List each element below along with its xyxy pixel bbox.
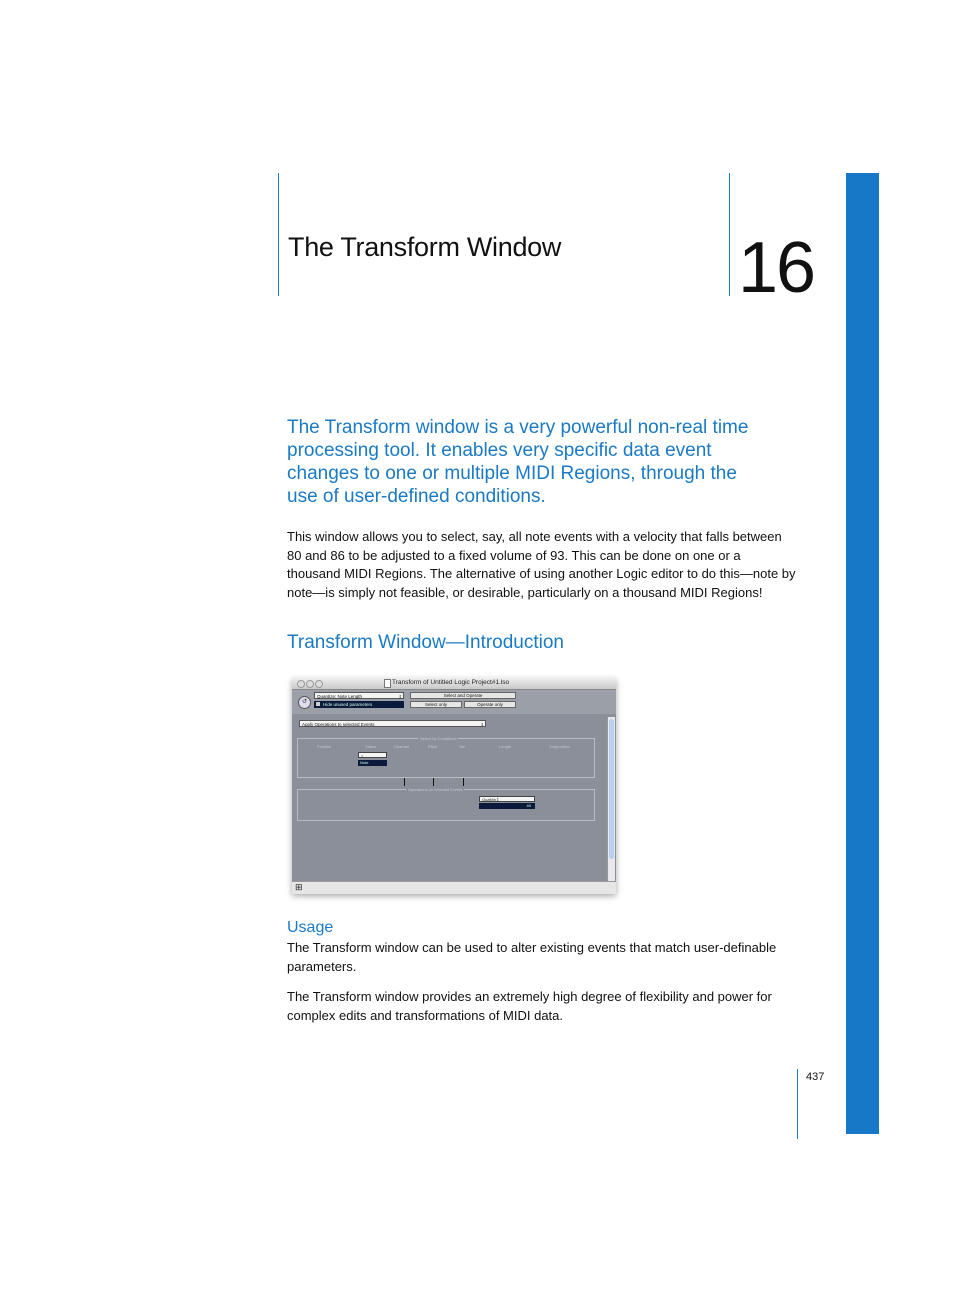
status-value-field: Note (358, 760, 387, 766)
page-number-rule (797, 1069, 798, 1139)
mode-popup-label: Apply Operations to selected Events (302, 722, 375, 727)
close-icon (297, 680, 305, 688)
preset-popup (314, 692, 404, 699)
chapter-number: 16 (738, 228, 815, 308)
subsection-heading: Usage (287, 919, 334, 936)
checkbox-icon (316, 702, 320, 706)
document-icon (384, 679, 391, 688)
chapter-tab-bar (846, 173, 879, 1134)
vertical-scrollbar (607, 717, 615, 881)
window-bottom-bar (292, 881, 616, 894)
body-paragraph-3: The Transform window provides an extremely high degree of flexibility and power for complex edits and transformations of MIDI data. (287, 989, 772, 1023)
operations-group (297, 789, 595, 821)
transform-icon: ↺ (298, 696, 311, 709)
transform-toolbar (292, 690, 616, 714)
section-heading: Transform Window—Introduction (287, 632, 565, 653)
operate-only-button: Operate only (464, 701, 516, 708)
title-rule-left (278, 173, 279, 296)
connector-tick (404, 778, 405, 786)
scroll-thumb (609, 719, 614, 859)
hide-unused-label: Hide unused parameters (323, 702, 373, 707)
column-pitch: Pitch (428, 744, 437, 749)
chapter-title: The Transform Window (288, 232, 562, 262)
preset-popup-label: Quantize: Note Length (317, 694, 363, 699)
intro-paragraph: The Transform window is a very powerful non-real time processing tool. It enables very specific data event changes to one or multiple MIDI Regions, through the use of user-defined conditions. (287, 417, 749, 507)
connector-tick (463, 778, 464, 786)
select-only-button: Select only (410, 701, 462, 708)
column-subposition: Subposition (549, 744, 570, 749)
column-vel: Vel (459, 744, 465, 749)
page-number: 437 (806, 1071, 825, 1083)
column-position: Position (317, 744, 332, 749)
column-channel: Channel (394, 744, 409, 749)
status-condition-popup: = (358, 752, 387, 758)
length-operation-popup (479, 796, 535, 802)
hide-unused-checkbox (314, 701, 404, 708)
body-paragraph-1: This window allows you to select, say, all note events with a velocity that falls between 80 and 86 to be adjusted to a fixed volume of 93. This can be done on one or a thousand MIDI Regions. The alternative of using another Logic editor to do this—note by note—is simply not feasible, or desirable, particularly on a thousand MIDI Regions! (287, 529, 796, 601)
title-rule-right (729, 173, 730, 296)
length-value-label: 40 (526, 803, 531, 808)
connector-tick (433, 778, 434, 786)
length-value-field (479, 803, 535, 809)
length-operation-label: QuaMin (482, 797, 497, 802)
column-status: Status (365, 744, 377, 749)
operations-label: Operations on selected Events (408, 787, 463, 792)
body-paragraph-2: The Transform window can be used to alter existing events that match user-definable parameters. (287, 940, 777, 974)
transform-window-screenshot (292, 677, 616, 893)
popup-arrow-icon: ⇕ (496, 797, 500, 802)
window-titlebar (292, 677, 616, 690)
minimize-icon (306, 680, 314, 688)
mode-popup (299, 720, 486, 727)
add-icon: ⊞ (295, 882, 303, 892)
zoom-icon (315, 680, 323, 688)
window-title: Transform of Untitled Logic Project#1.lso (392, 679, 510, 686)
select-and-operate-button: Select and Operate (410, 692, 516, 699)
column-length: Length (499, 744, 512, 749)
popup-arrow-icon: ⇕ (480, 722, 484, 727)
conditions-label: Select by Conditions (420, 736, 457, 741)
popup-arrow-icon: ⇕ (398, 694, 402, 699)
conditions-group (297, 738, 595, 778)
